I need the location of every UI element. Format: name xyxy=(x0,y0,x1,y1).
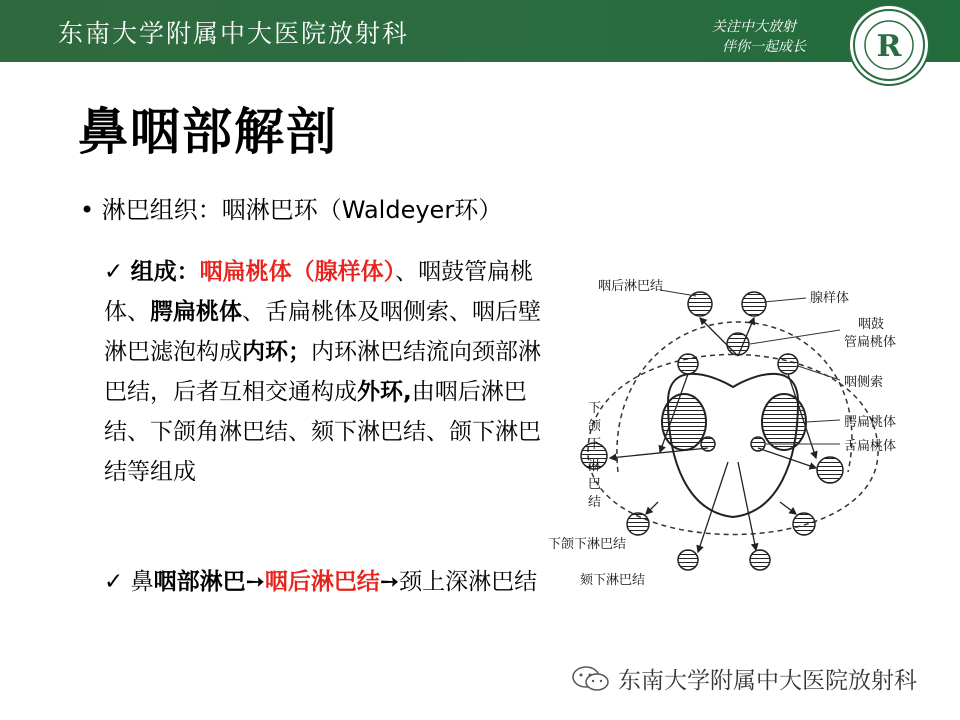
slogan-line-2: 伴你一起成长 xyxy=(722,39,806,55)
retropharyngeal-highlight: 咽后淋巴结 xyxy=(264,569,380,595)
submental-node-left xyxy=(627,513,649,535)
jaw-node-right xyxy=(817,457,843,483)
text-segment: 颈上深淋巴结 xyxy=(399,569,538,595)
label-tubal-2: 管扁桃体 xyxy=(844,335,897,350)
composition-paragraph xyxy=(104,252,544,492)
bullet-lymphatic-ring: • 淋巴组织：咽淋巴环（Waldeyer环） xyxy=(80,196,503,224)
label-submand: 下颌下淋巴结 xyxy=(548,537,627,552)
lateral-node-right xyxy=(778,354,798,374)
inner-ring-highlight: 内环； xyxy=(242,339,311,365)
text-segment: 内环淋巴结流向颈部淋巴结，后者互相交通构成 xyxy=(104,339,541,405)
lingual-node-right xyxy=(751,437,765,451)
drainage-paragraph xyxy=(104,562,544,602)
arrow-icon: ➙ xyxy=(379,569,400,595)
check-icon: ✓ xyxy=(104,259,124,285)
hospital-logo xyxy=(848,4,930,86)
header-title: 东南大学附属中大医院放射科 xyxy=(58,19,410,48)
slide-title: 鼻咽部解剖 xyxy=(78,103,338,161)
waldeyer-ring-diagram xyxy=(548,262,928,602)
palatine-tonsil-right xyxy=(762,394,806,450)
adenoid-highlight: 咽扁桃体（腺样体） xyxy=(199,259,396,285)
label-jaw-v2: 颌 xyxy=(588,419,602,434)
label-tubal-1: 咽鼓 xyxy=(858,317,885,332)
submental-node-right xyxy=(793,513,815,535)
chin-node-right xyxy=(750,550,770,570)
logo-emblem-icon xyxy=(850,6,928,84)
logo-letter: R xyxy=(876,29,902,64)
adenoid-node xyxy=(742,292,766,316)
label-submental: 颏下淋巴结 xyxy=(580,573,646,588)
text-segment: 由咽后淋巴结、下颌角淋巴结、颏下淋巴结、颌下淋巴结等组成 xyxy=(104,379,541,485)
label-lateral: 咽侧索 xyxy=(844,375,884,390)
wechat-icon xyxy=(571,664,611,694)
outer-ring-highlight: 外环, xyxy=(357,379,412,405)
text-segment: 、咽鼓管扁桃体、 xyxy=(104,259,534,325)
label-jaw-v5: 巴 xyxy=(588,477,602,492)
arrow-icon: ➙ xyxy=(245,569,265,595)
palatine-tonsil-left xyxy=(662,394,706,450)
slogan-line-1: 关注中大放射 xyxy=(712,19,796,35)
composition-label: 组成： xyxy=(130,259,200,285)
footer-watermark: 东南大学附属中大医院放射科 xyxy=(618,668,917,694)
text-segment: 、舌扁桃体及咽侧索、咽后壁淋巴滤泡构成 xyxy=(104,299,541,365)
label-adenoid: 腺样体 xyxy=(810,291,850,306)
label-jaw-v4: 淋 xyxy=(588,459,602,474)
label-jaw-v3: 下 xyxy=(588,437,602,452)
lateral-node-left xyxy=(678,354,698,374)
label-jaw-v1: 下 xyxy=(588,401,602,416)
label-jaw-v6: 结 xyxy=(588,495,602,510)
label-retro: 咽后淋巴结 xyxy=(598,279,664,294)
chin-node-left xyxy=(678,550,698,570)
text-segment: 鼻 xyxy=(130,569,154,595)
label-lingual: 舌扁桃体 xyxy=(844,439,897,454)
palatine-highlight: 腭扁桃体 xyxy=(150,299,242,325)
label-palatine: 腭扁桃体 xyxy=(844,415,897,430)
pharynx-lymph-highlight: 咽部淋巴 xyxy=(153,569,246,595)
check-icon: ✓ xyxy=(104,569,124,595)
header-bar xyxy=(0,0,960,62)
